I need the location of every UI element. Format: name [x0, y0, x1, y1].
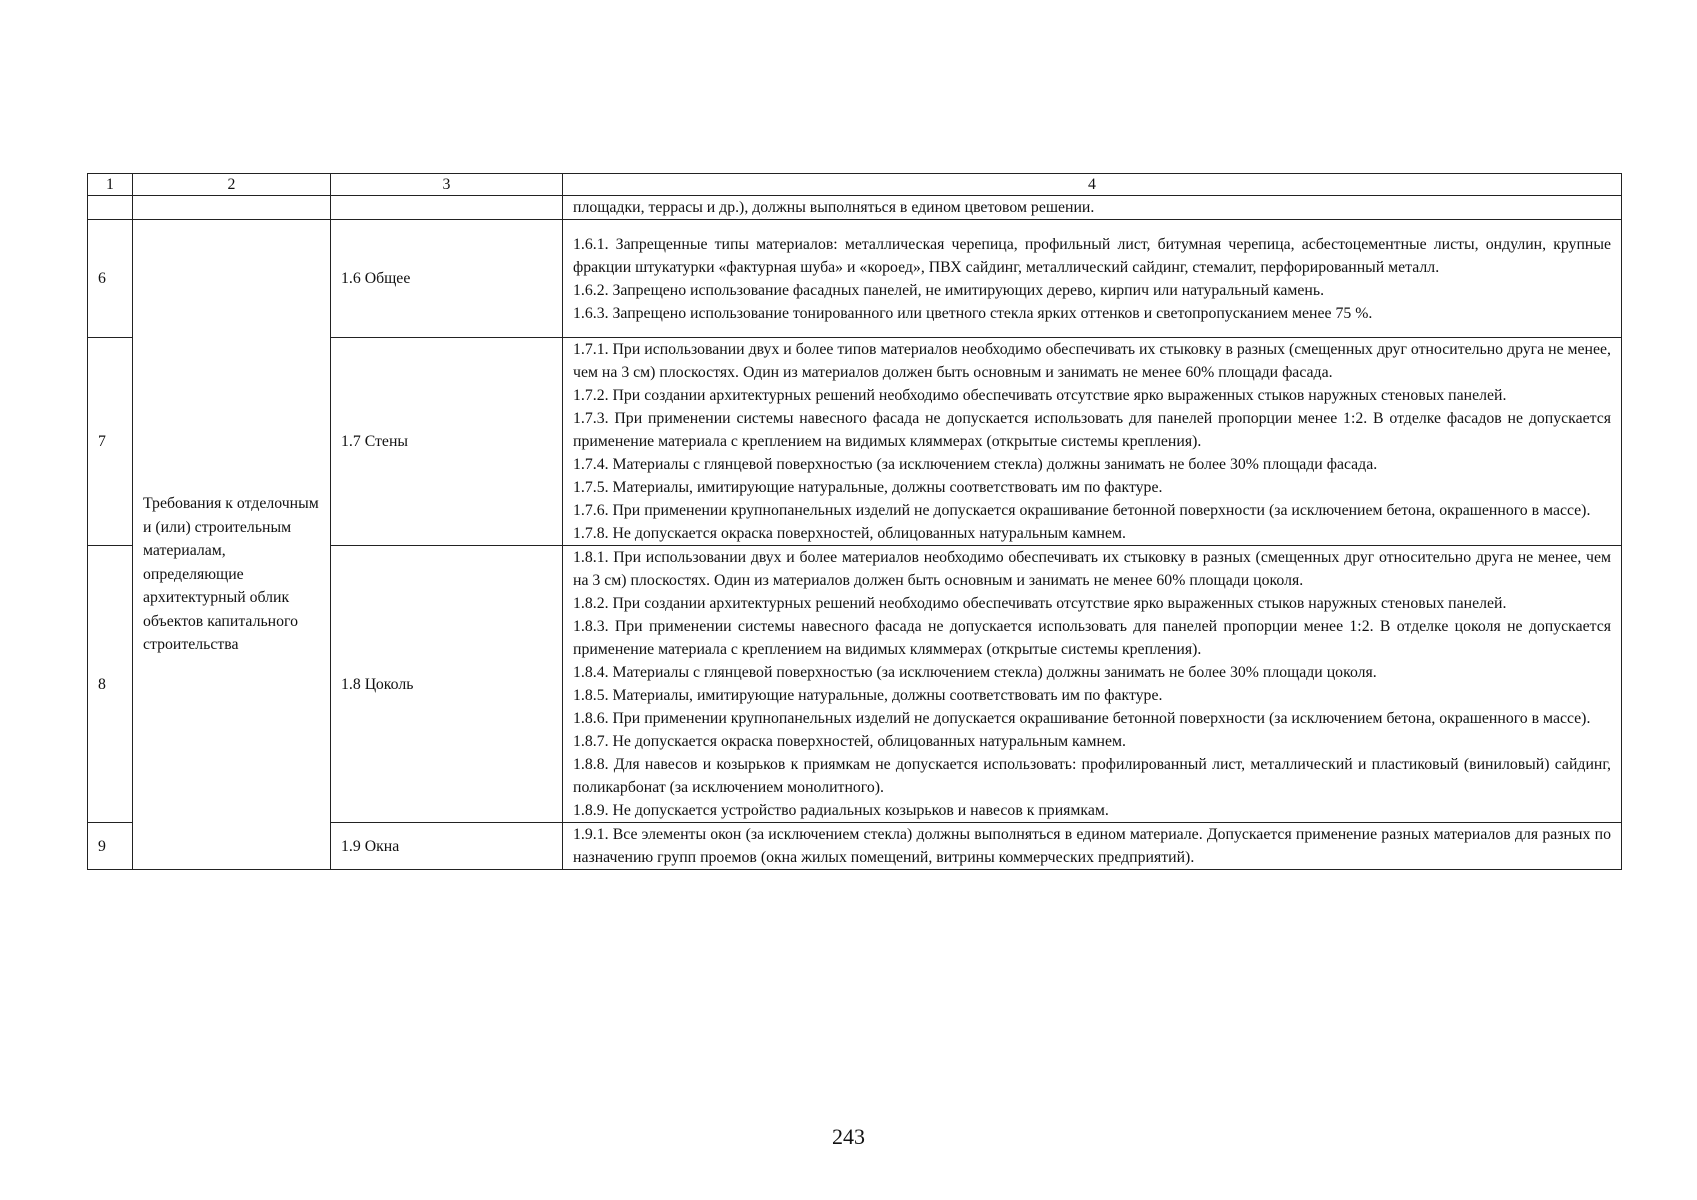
section-title: 1.9 Окна: [331, 823, 563, 870]
item-text: 1.8.1. При использовании двух и более материалов необходимо обеспечивать их стыковку в разных (смещенных друг относительно друга не менее, чем на 3 см) плоскостях. Один из материалов должен быть основным и занимать не менее 60% площади цоколя.: [573, 549, 1611, 589]
continuation-num-cell: [88, 196, 133, 220]
item-text: 1.7.4. Материалы с глянцевой поверхностью (за исключением стекла) должны занимать не более 30% площади фасада.: [573, 456, 1378, 473]
header-col-1: 1: [88, 174, 133, 196]
item-text: 1.8.2. При создании архитектурных решений необходимо обеспечивать отсутствие ярко выраженных стыков наружных стеновых панелей.: [573, 595, 1507, 612]
continuation-req-cell: [133, 196, 331, 220]
item-text: 1.6.2. Запрещено использование фасадных панелей, не имитирующих дерево, кирпич или натуральный камень.: [573, 281, 1325, 299]
item-text: 1.7.2. При создании архитектурных решений необходимо обеспечивать отсутствие ярко выраженных стыков наружных стеновых панелей.: [573, 387, 1507, 404]
row-number: 8: [88, 546, 133, 823]
header-col-2: 2: [133, 174, 331, 196]
item-text: 1.7.6. При применении крупнопанельных изделий не допускается окрашивание бетонной поверхности (за исключением бетона, окрашенного в массе).: [573, 502, 1591, 519]
item-text: 1.8.8. Для навесов и козырьков к приямкам не допускается использовать: профилированный лист, металлический и пластиковый (виниловый) сайдинг, поликарбонат (за исключением монолитного).: [573, 756, 1611, 796]
requirement-cell: [133, 220, 331, 870]
item-text: 1.8.7. Не допускается окраска поверхностей, облицованных натуральным камнем.: [573, 733, 1126, 750]
item-text: 1.7.8. Не допускается окраска поверхностей, облицованных натуральным камнем.: [573, 525, 1126, 542]
section-items: [563, 220, 1622, 338]
item-text: 1.6.3. Запрещено использование тонированного или цветного стекла ярких оттенков и светопропусканием менее 75 %.: [573, 304, 1373, 322]
section-title: 1.7 Стены: [331, 338, 563, 546]
header-row: [88, 174, 1622, 196]
header-col-4: 4: [563, 174, 1622, 196]
section-items: [563, 546, 1622, 823]
section-title: 1.8 Цоколь: [331, 546, 563, 823]
section-items: [563, 338, 1622, 546]
table-row: [88, 220, 1622, 338]
item-text: 1.8.6. При применении крупнопанельных изделий не допускается окрашивание бетонной поверхности (за исключением бетона, окрашенного в массе).: [573, 710, 1591, 727]
section-items: [563, 823, 1622, 870]
item-text: 1.8.3. При применении системы навесного фасада не допускается использовать для панелей пропорции менее 1:2. В отделке цоколя не допускается применение материала с креплением на видимых кляммерах (открытые системы крепления).: [573, 618, 1611, 658]
continuation-text: площадки, террасы и др.), должны выполняться в едином цветовом решении.: [563, 196, 1622, 220]
row-number: 7: [88, 338, 133, 546]
header-col-3: 3: [331, 174, 563, 196]
item-text: 1.7.1. При использовании двух и более типов материалов необходимо обеспечивать их стыковку в разных (смещенных друг относительно друга не менее, чем на 3 см) плоскостях. Один из материалов должен быть основным и занимать не менее 60% площади фасада.: [573, 341, 1611, 381]
continuation-section-cell: [331, 196, 563, 220]
requirement-text: Требования к отделочным и (или) строительным материалам, определяющие архитектурный облик объектов капитального строительства: [143, 495, 319, 654]
item-text: 1.7.5. Материалы, имитирующие натуральные, должны соответствовать им по фактуре.: [573, 479, 1163, 496]
continuation-row: [88, 196, 1622, 220]
row-number: 6: [88, 220, 133, 338]
page-number: 243: [832, 1124, 865, 1149]
item-text: 1.7.3. При применении системы навесного фасада не допускается использовать для панелей пропорции менее 1:2. В отделке фасадов не допускается применение материала с креплением на видимых кляммерах (открытые системы крепления).: [573, 410, 1611, 450]
item-text: 1.8.5. Материалы, имитирующие натуральные, должны соответствовать им по фактуре.: [573, 687, 1163, 704]
row-number: 9: [88, 823, 133, 870]
item-text: 1.8.9. Не допускается устройство радиальных козырьков и навесов к приямкам.: [573, 802, 1109, 819]
item-text: 1.9.1. Все элементы окон (за исключением стекла) должны выполняться в едином материале. Допускается применение разных материалов для разных по назначению групп проемов (окна жилых помещений, витрины коммерческих предприятий).: [573, 826, 1611, 866]
section-title: 1.6 Общее: [331, 220, 563, 338]
requirements-table: [87, 173, 1622, 870]
item-text: 1.8.4. Материалы с глянцевой поверхностью (за исключением стекла) должны занимать не более 30% площади цоколя.: [573, 664, 1377, 681]
item-text: 1.6.1. Запрещенные типы материалов: металлическая черепица, профильный лист, битумная черепица, асбестоцементные листы, ондулин, крупные фракции штукатурки «фактурная шуба» и «короед», ПВХ сайдинг, металлический сайдинг, стемалит, перфорированный металл.: [573, 235, 1611, 276]
